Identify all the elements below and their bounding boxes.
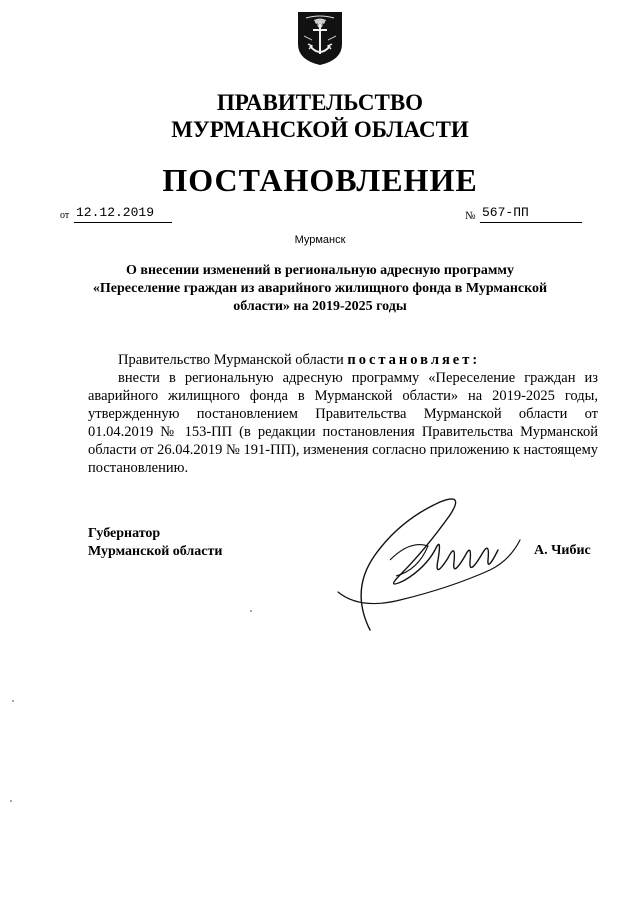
signatory-name: А. Чибис [534, 543, 591, 558]
issuer-text: Правительство Мурманской области [118, 352, 344, 368]
subject-line: О внесении изменений в региональную адресную программу [126, 263, 514, 278]
resolution-body: внести в региональную адресную программу «Переселение граждан из аварийного жилищного фонда в Мурманской области» на 2019-2025 годы, утвержденную постановлением Правительства Мурманской области от 01.04.2019 № 153-ПП (в редакции постановления Правительства Мурманской области от 26.04.2019 № 191-ПП), изменения согласно приложению к настоящему постановлению. [88, 370, 598, 476]
signatory-title-line2: Мурманской области [88, 544, 223, 559]
scan-speck [12, 700, 14, 702]
government-title-line2: МУРМАНСКОЙ ОБЛАСТИ [171, 117, 469, 142]
date-prefix: от [60, 210, 70, 221]
resolves-keyword: постановляет: [347, 352, 481, 368]
signatory-title [88, 525, 222, 561]
handwritten-signature [330, 480, 530, 640]
document-type-title: ПОСТАНОВЛЕНИЕ [162, 162, 478, 198]
document-date: 12.12.2019 [74, 205, 172, 223]
subject-line: «Переселение граждан из аварийного жилищного фонда в Мурманской [92, 281, 548, 296]
scan-speck [250, 610, 252, 612]
resolution-intro [88, 351, 598, 369]
scan-speck [10, 800, 12, 802]
city-name: Мурманск [294, 234, 346, 246]
number-prefix: № [465, 210, 476, 222]
document-subject [80, 262, 560, 316]
government-title-line1: ПРАВИТЕЛЬСТВО [216, 90, 424, 115]
subject-line: области» на 2019-2025 годы [233, 299, 407, 314]
document-number: 567-ПП [480, 205, 582, 223]
coat-of-arms-emblem [296, 10, 344, 66]
signatory-title-line1: Губернатор [88, 526, 161, 541]
